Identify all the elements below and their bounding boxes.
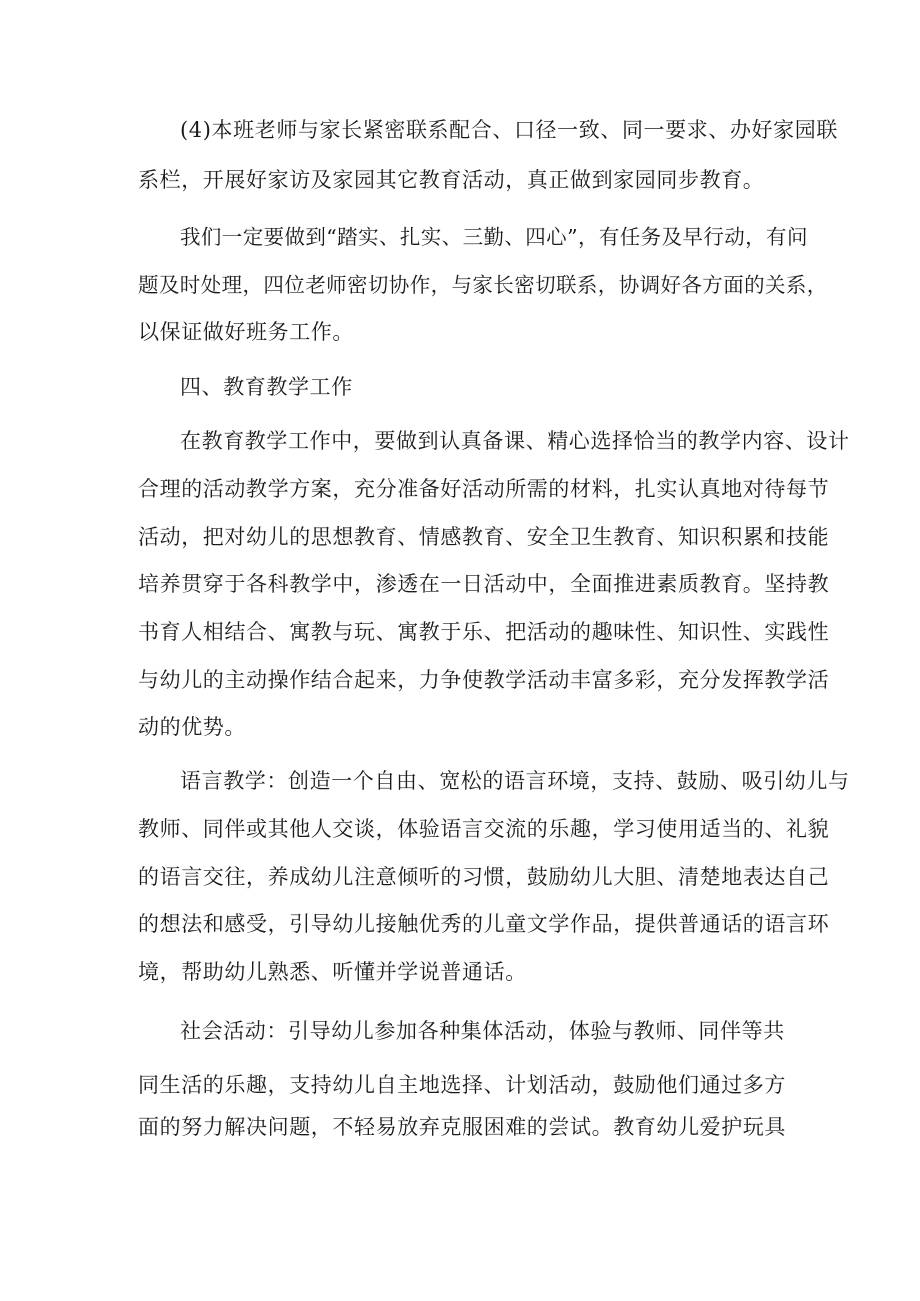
section-heading: 四、教育教学工作 xyxy=(180,375,353,399)
paragraph-5-line-1: 社会活动：引导幼儿参加各种集体活动，体验与教师、同伴等共 xyxy=(180,1019,785,1043)
paragraph-3-line-1: 在教育教学工作中，要做到认真备课、精心选择恰当的教学内容、设计 xyxy=(180,429,850,453)
paragraph-3-line-7: 动的优势。 xyxy=(138,715,246,739)
paragraph-5-line-2: 同生活的乐趣，支持幼儿自主地选择、计划活动，鼓励他们通过多方 xyxy=(138,1073,786,1097)
paragraph-4-line-4: 的想法和感受，引导幼儿接触优秀的儿童文学作品，提供普通话的语言环 xyxy=(138,912,830,936)
paragraph-4-line-2: 教师、同伴或其他人交谈，体验语言交流的乐趣，学习使用适当的、礼貌 xyxy=(138,817,830,841)
paragraph-1-line-1: (4)本班老师与家长紧密联系配合、口径一致、同一要求、办好家园联 xyxy=(180,118,838,142)
paragraph-3-line-4: 培养贯穿于各科教学中，渗透在一日活动中，全面推进素质教育。坚持教 xyxy=(138,572,830,596)
paragraph-2-line-2: 题及时处理，四位老师密切协作，与家长密切联系，协调好各方面的关系， xyxy=(138,273,828,297)
paragraph-3-line-5: 书育人相结合、寓教与玩、寓教于乐、把活动的趣味性、知识性、实践性 xyxy=(138,620,830,644)
paragraph-1-line-2: 系栏，开展好家访及家园其它教育活动，真正做到家园同步教育。 xyxy=(138,168,765,192)
paragraph-3-line-6: 与幼儿的主动操作结合起来，力争使教学活动丰富多彩，充分发挥教学活 xyxy=(138,668,830,692)
paragraph-2-line-3: 以保证做好班务工作。 xyxy=(138,320,354,344)
paragraph-4-line-3: 的语言交往，养成幼儿注意倾听的习惯，鼓励幼儿大胆、清楚地表达自己 xyxy=(138,865,830,889)
paragraph-3-line-2: 合理的活动教学方案，充分准备好活动所需的材料，扎实认真地对待每节 xyxy=(138,477,830,501)
paragraph-4-line-5: 境，帮助幼儿熟悉、听懂并学说普通话。 xyxy=(138,960,527,984)
paragraph-3-line-3: 活动，把对幼儿的思想教育、情感教育、安全卫生教育、知识积累和技能 xyxy=(138,525,830,549)
paragraph-4-line-1: 语言教学：创造一个自由、宽松的语言环境，支持、鼓励、吸引幼儿与 xyxy=(180,769,850,793)
paragraph-2-line-1: 我们一定要做到“踏实、扎实、三勤、四心”，有任务及早行动，有问 xyxy=(180,225,808,249)
paragraph-5-line-3: 面的努力解决问题，不轻易放弃克服困难的尝试。教育幼儿爱护玩具 xyxy=(138,1115,786,1139)
